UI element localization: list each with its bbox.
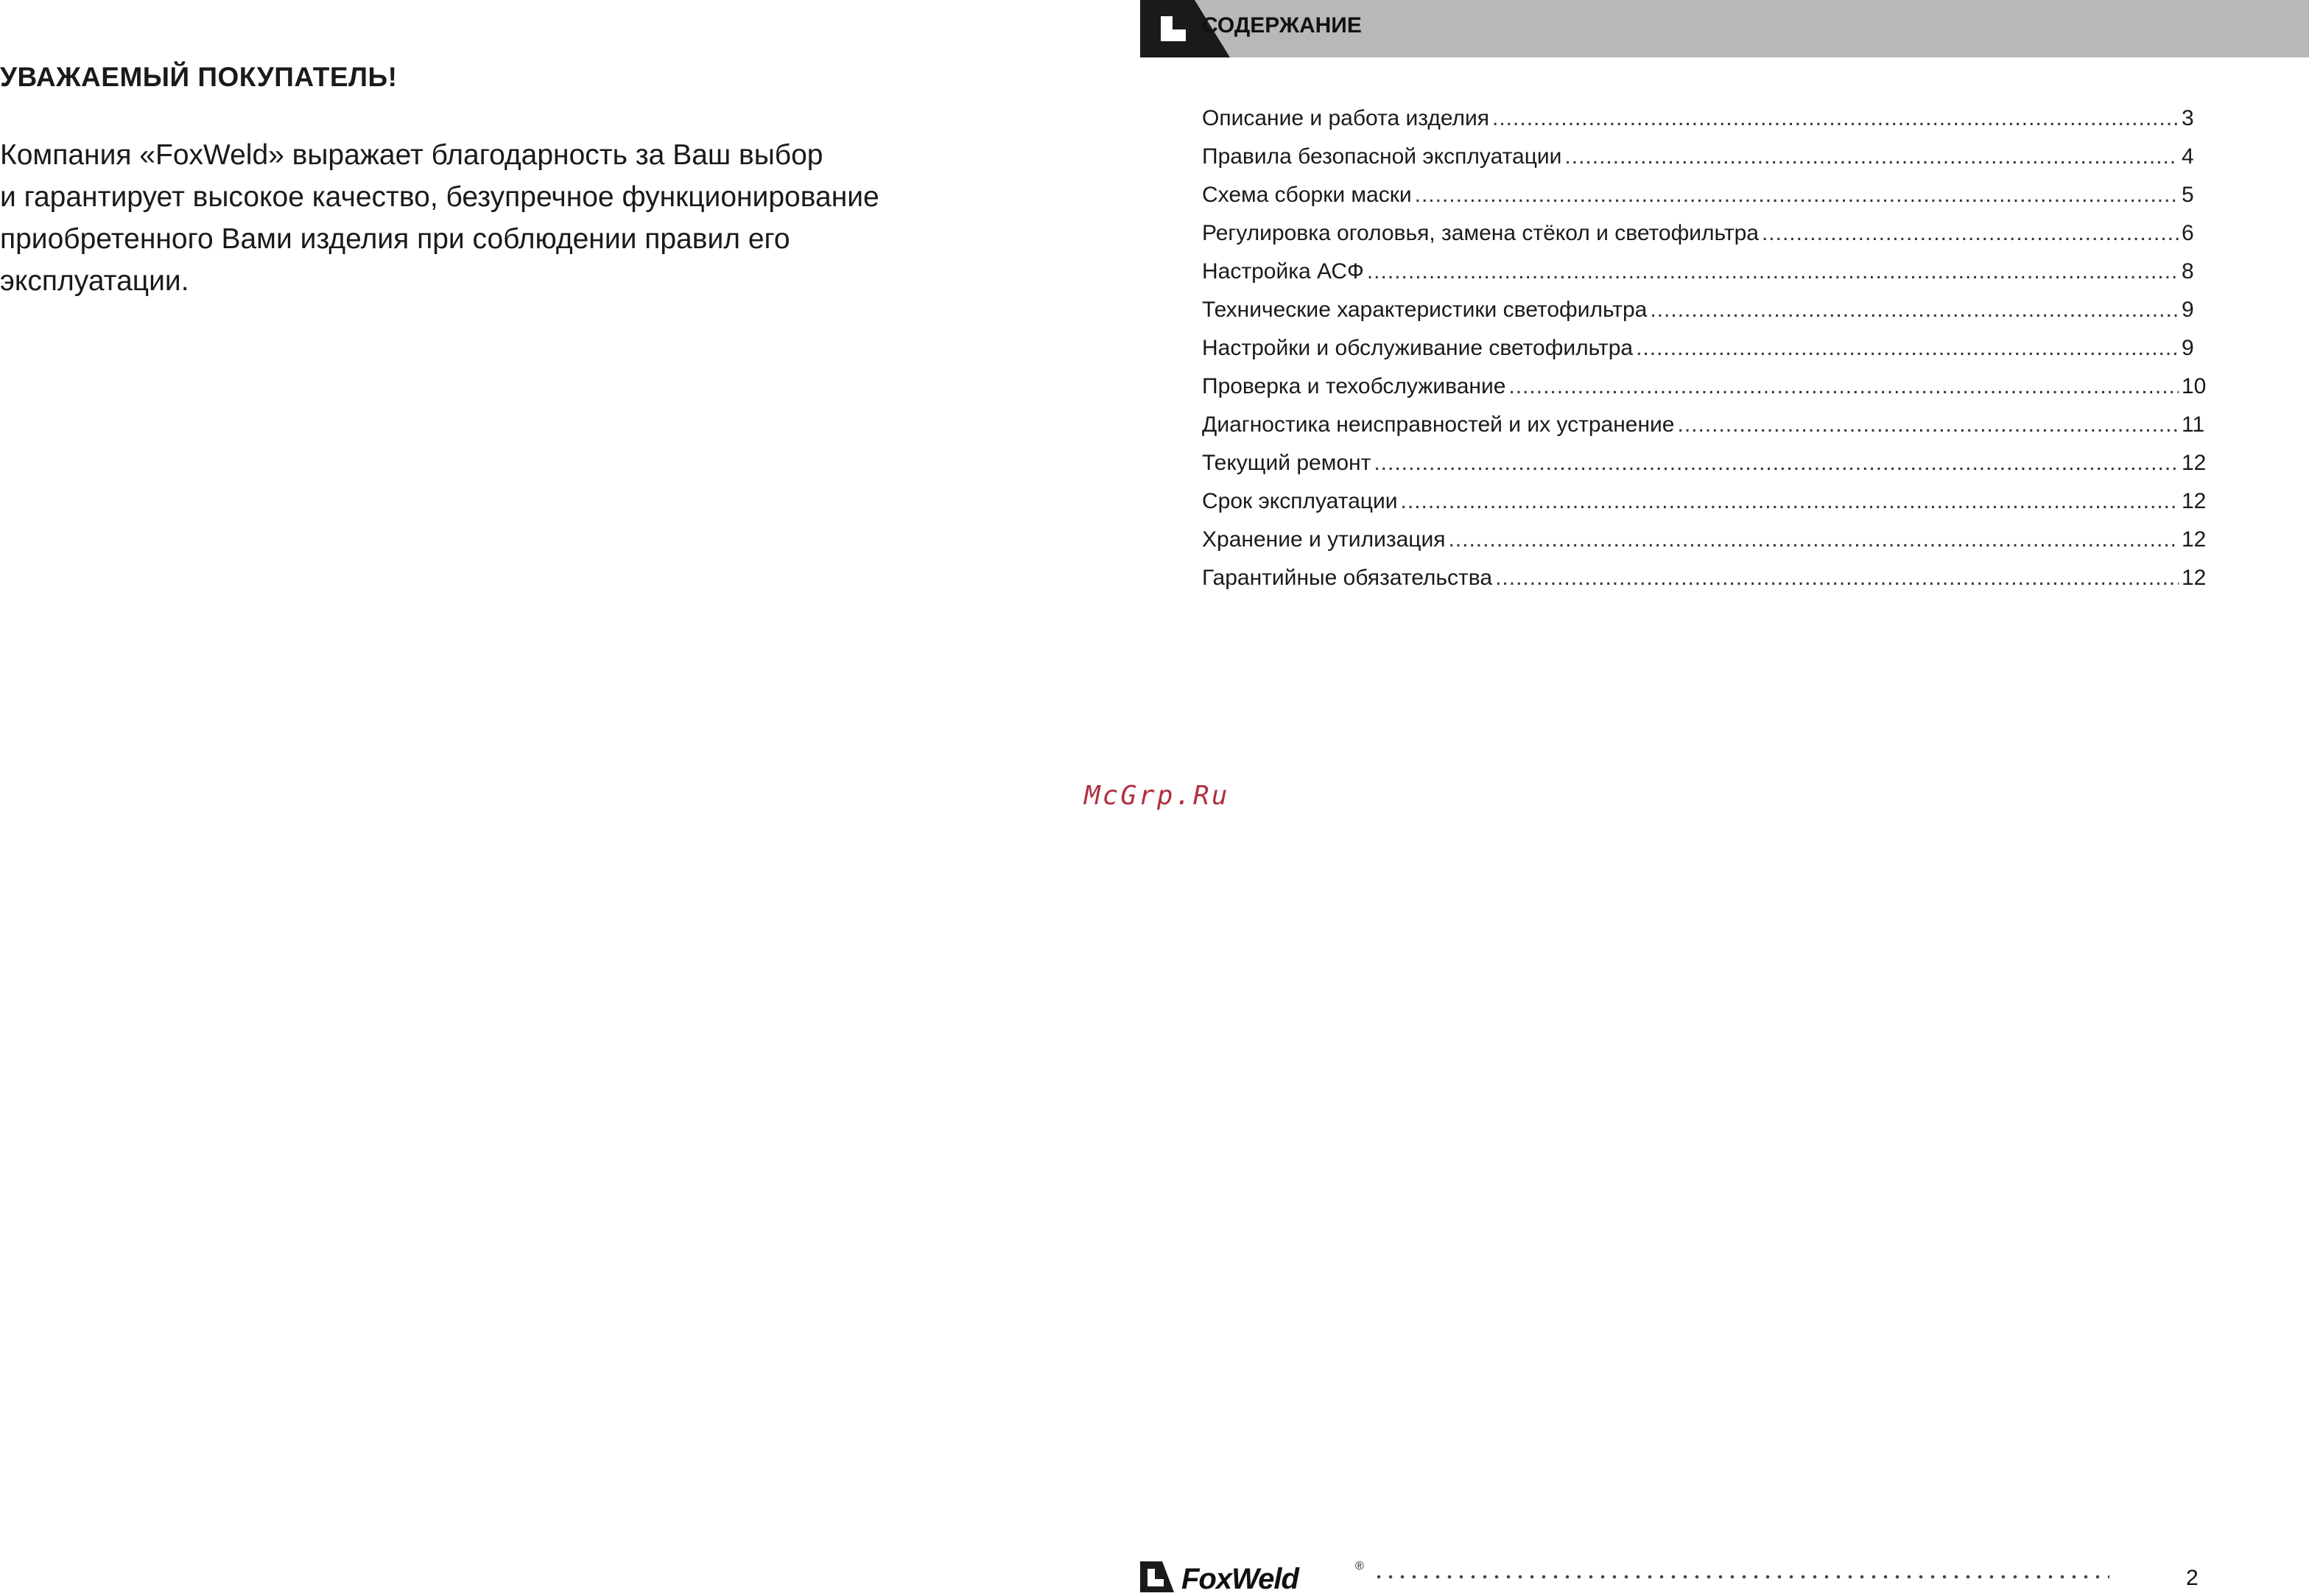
toc-entry-page: 3 xyxy=(2182,106,2194,130)
intro-line: и гарантирует высокое качество, безупречное функционирование xyxy=(0,181,879,213)
toc-leader-dots xyxy=(1762,221,2179,246)
toc-leader-dots xyxy=(1401,489,2179,514)
table-of-contents xyxy=(1202,106,2211,604)
footer-dotted-rule xyxy=(1373,1573,2109,1581)
toc-entry[interactable] xyxy=(1202,183,2211,221)
toc-entry-page: 11 xyxy=(2182,412,2205,437)
toc-entry[interactable] xyxy=(1202,527,2211,566)
toc-leader-dots xyxy=(1650,298,2179,323)
toc-entry-title: Гарантийные обязательства xyxy=(1202,566,1493,590)
toc-leader-dots xyxy=(1508,374,2179,399)
intro-line: эксплуатации. xyxy=(0,265,189,297)
toc-entry-title: Технические характеристики светофильтра xyxy=(1202,298,1648,322)
header-bar-fill xyxy=(1195,0,2309,57)
watermark-text: McGrp.Ru xyxy=(1084,781,1230,811)
foxweld-logo-icon xyxy=(1140,1560,1175,1594)
toc-entry-page: 12 xyxy=(2182,566,2207,590)
toc-leader-dots xyxy=(1374,451,2179,476)
contents-title: СОДЕРЖАНИЕ xyxy=(1202,13,1362,38)
toc-entry-page: 10 xyxy=(2182,374,2207,398)
toc-entry[interactable] xyxy=(1202,259,2211,298)
toc-entry[interactable] xyxy=(1202,412,2211,451)
intro-line: приобретенного Вами изделия при соблюдении правил его xyxy=(0,223,790,255)
intro-line: Компания «FoxWeld» выражает благодарность за Ваш выбор xyxy=(0,139,823,171)
toc-leader-dots xyxy=(1492,106,2179,131)
toc-entry-title: Текущий ремонт xyxy=(1202,451,1371,475)
page-footer xyxy=(1140,1560,2201,1595)
toc-entry-title: Регулировка оголовья, замена стёкол и светофильтра xyxy=(1202,221,1759,245)
toc-entry-title: Схема сборки маски xyxy=(1202,183,1412,207)
toc-entry-page: 12 xyxy=(2182,451,2207,475)
toc-entry-title: Настройки и обслуживание светофильтра xyxy=(1202,336,1634,360)
intro-paragraph xyxy=(0,134,1031,302)
toc-entry-title: Срок эксплуатации xyxy=(1202,489,1398,513)
toc-entry-page: 4 xyxy=(2182,144,2194,169)
toc-entry[interactable] xyxy=(1202,566,2211,604)
toc-entry[interactable] xyxy=(1202,144,2211,183)
toc-entry[interactable] xyxy=(1202,374,2211,412)
toc-entry-title: Правила безопасной эксплуатации xyxy=(1202,144,1562,169)
toc-entry-page: 8 xyxy=(2182,259,2194,284)
greeting-heading: УВАЖАЕМЫЙ ПОКУПАТЕЛЬ! xyxy=(0,62,398,92)
registered-mark: ® xyxy=(1355,1560,1364,1572)
toc-entry[interactable] xyxy=(1202,489,2211,527)
page-number: 2 xyxy=(2186,1566,2199,1590)
footer-brand-name: FoxWeld xyxy=(1181,1563,1298,1595)
toc-entry-page: 9 xyxy=(2182,298,2194,322)
toc-entry-page: 9 xyxy=(2182,336,2194,360)
toc-leader-dots xyxy=(1677,412,2179,437)
toc-entry-page: 12 xyxy=(2182,527,2207,552)
toc-leader-dots xyxy=(1415,183,2179,208)
toc-leader-dots xyxy=(1495,566,2179,591)
toc-entry[interactable] xyxy=(1202,298,2211,336)
toc-entry-page: 6 xyxy=(2182,221,2194,245)
toc-entry[interactable] xyxy=(1202,451,2211,489)
toc-entry-title: Проверка и техобслуживание xyxy=(1202,374,1506,398)
toc-leader-dots xyxy=(1636,336,2179,361)
toc-entry-page: 5 xyxy=(2182,183,2194,207)
toc-leader-dots xyxy=(1448,527,2179,552)
toc-entry-title: Хранение и утилизация xyxy=(1202,527,1446,552)
toc-entry[interactable] xyxy=(1202,106,2211,144)
toc-leader-dots xyxy=(1564,144,2179,169)
toc-entry-page: 12 xyxy=(2182,489,2207,513)
toc-entry-title: Настройка АСФ xyxy=(1202,259,1364,284)
toc-leader-dots xyxy=(1367,259,2179,284)
toc-entry-title: Диагностика неисправностей и их устранение xyxy=(1202,412,1675,437)
toc-entry[interactable] xyxy=(1202,221,2211,259)
toc-entry-title: Описание и работа изделия xyxy=(1202,106,1490,130)
toc-entry[interactable] xyxy=(1202,336,2211,374)
